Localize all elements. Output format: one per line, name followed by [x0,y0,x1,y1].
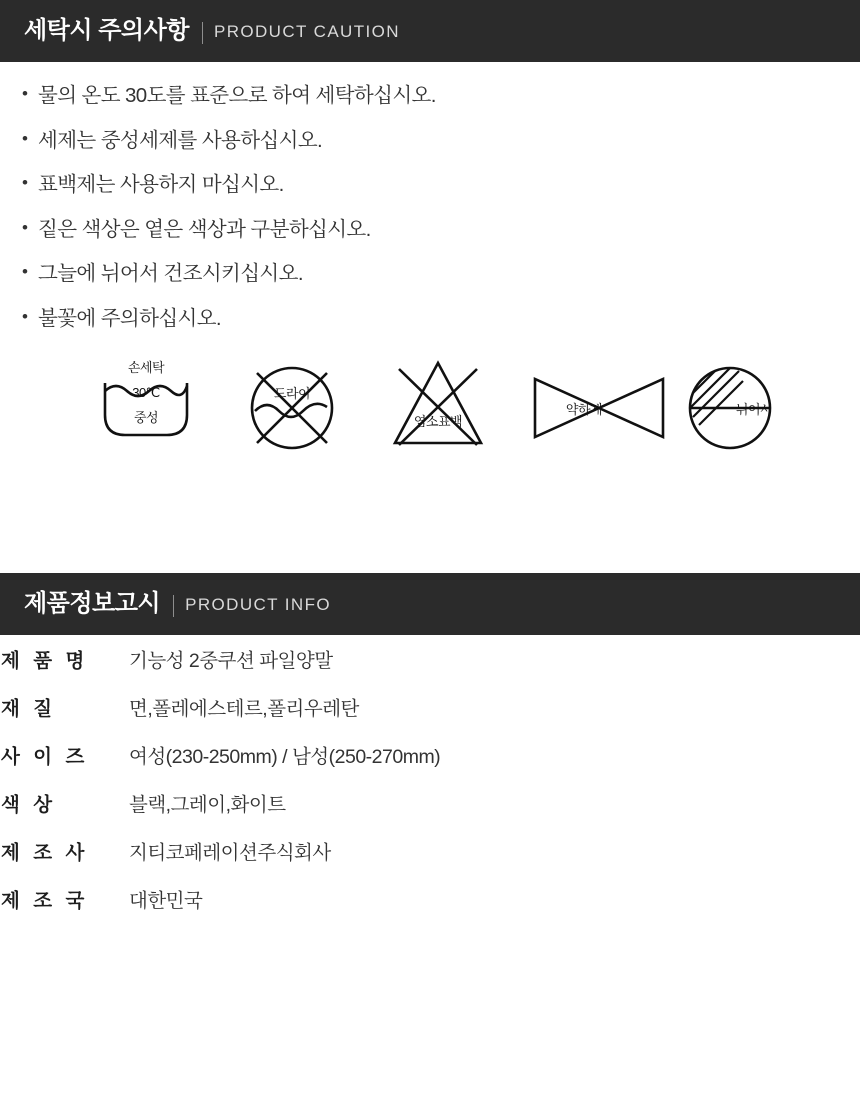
dry-flat-in-shade-symbol [675,353,785,463]
info-value: 대한민국 [129,890,203,912]
info-label: 제 조 사 [1,842,89,864]
no-dry-clean-symbol [237,353,347,463]
caution-header-title-ko: 세탁시 주의사항 [24,17,189,44]
no-chlorine-bleach-label: 염소표백 [413,414,463,429]
table-row [0,779,860,827]
info-value: 지티코페레이션주식회사 [129,842,331,864]
info-value: 블랙,그레이,화이트 [129,794,286,816]
caution-section-header [0,0,860,62]
header-divider [173,595,174,617]
list-item: • 불꽃에 주의하십시오. [22,309,860,330]
hand-wash-label-line1: 손세탁 [127,360,165,375]
dry-flat-in-shade-label: 뉘어서 [735,402,773,417]
laundry-symbols-row [0,353,860,463]
header-divider [202,22,203,44]
list-item: • 물의 온도 30도를 표준으로 하여 세탁하십시오. [22,86,860,107]
table-row [0,635,860,683]
section-spacer [0,463,860,573]
gentle-wring-symbol [529,353,639,463]
info-header-title-en: PRODUCT INFO [185,594,331,614]
gentle-wring-label: 약하게 [565,402,603,417]
info-value: 기능성 2중쿠션 파일양말 [129,650,333,672]
info-label: 제 품 명 [1,650,89,672]
list-item: • 표백제는 사용하지 마십시오. [22,175,860,196]
product-info-section [0,573,860,923]
list-item: • 그늘에 뉘어서 건조시키십시오. [22,264,860,285]
list-item: • 세제는 중성세제를 사용하십시오. [22,131,860,152]
table-row [0,683,860,731]
table-row [0,827,860,875]
hand-wash-label-line2: 30℃ [132,385,160,400]
info-label: 사 이 즈 [1,746,89,768]
info-label: 색 상 [1,794,57,816]
info-label: 제 조 국 [1,890,89,912]
hand-wash-label-line3: 중성 [133,410,159,425]
no-dry-clean-label: 드라이 [273,386,311,401]
info-label: 재 질 [1,698,57,720]
product-info-table [0,635,860,923]
caution-list [0,62,860,329]
hand-wash-30c-symbol [91,353,201,463]
caution-header-title-en: PRODUCT CAUTION [213,21,400,41]
info-value: 면,폴레에스테르,폴리우레탄 [129,698,359,720]
info-header-title-ko: 제품정보고시 [24,590,161,617]
list-item: • 짙은 색상은 옅은 색상과 구분하십시오. [22,220,860,241]
table-row [0,731,860,779]
table-row [0,875,860,923]
info-section-header [0,573,860,635]
product-caution-section [0,0,860,463]
info-value: 여성(230-250mm) / 남성(250-270mm) [129,746,441,768]
no-chlorine-bleach-symbol [383,353,493,463]
